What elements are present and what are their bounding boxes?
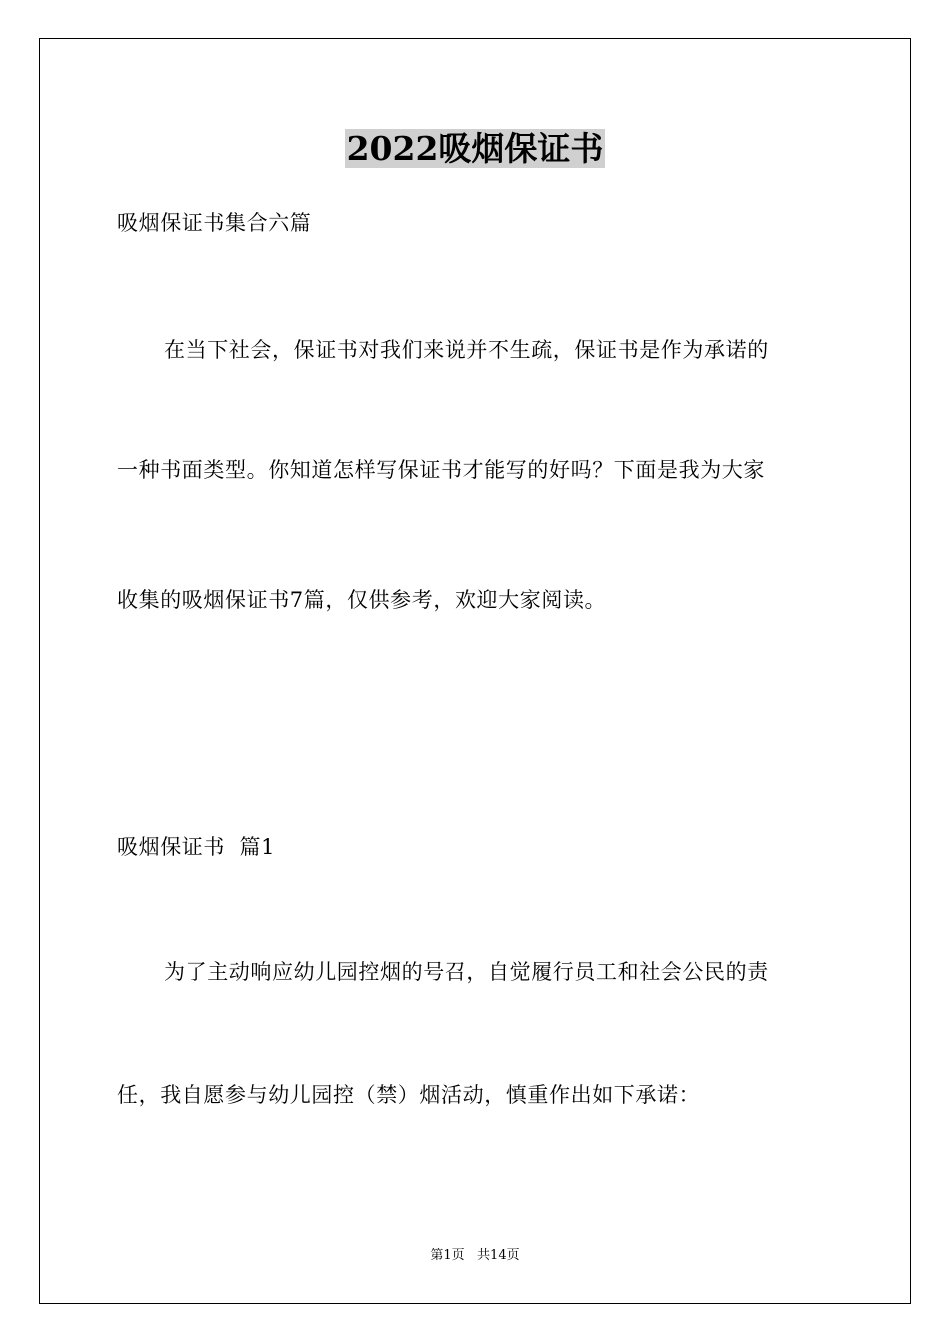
section-heading: 吸烟保证书 篇1 xyxy=(117,835,276,859)
intro-line-2: 一种书面类型。你知道怎样写保证书才能写的好吗？下面是我为大家 xyxy=(117,458,765,482)
section-line-1: 为了主动响应幼儿园控烟的号召，自觉履行员工和社会公民的责 xyxy=(164,960,769,984)
section-line-2: 任，我自愿参与幼儿园控（禁）烟活动，慎重作出如下承诺： xyxy=(117,1083,701,1107)
document-title-text: 2022吸烟保证书 xyxy=(346,129,604,168)
intro-line-1: 在当下社会，保证书对我们来说并不生疏，保证书是作为承诺的 xyxy=(164,338,769,362)
document-title xyxy=(0,126,950,172)
intro-line-3: 收集的吸烟保证书7篇，仅供参考，欢迎大家阅读。 xyxy=(117,588,607,612)
page-footer: 第1页 共14页 xyxy=(430,1248,520,1263)
document-subtitle: 吸烟保证书集合六篇 xyxy=(117,211,312,235)
